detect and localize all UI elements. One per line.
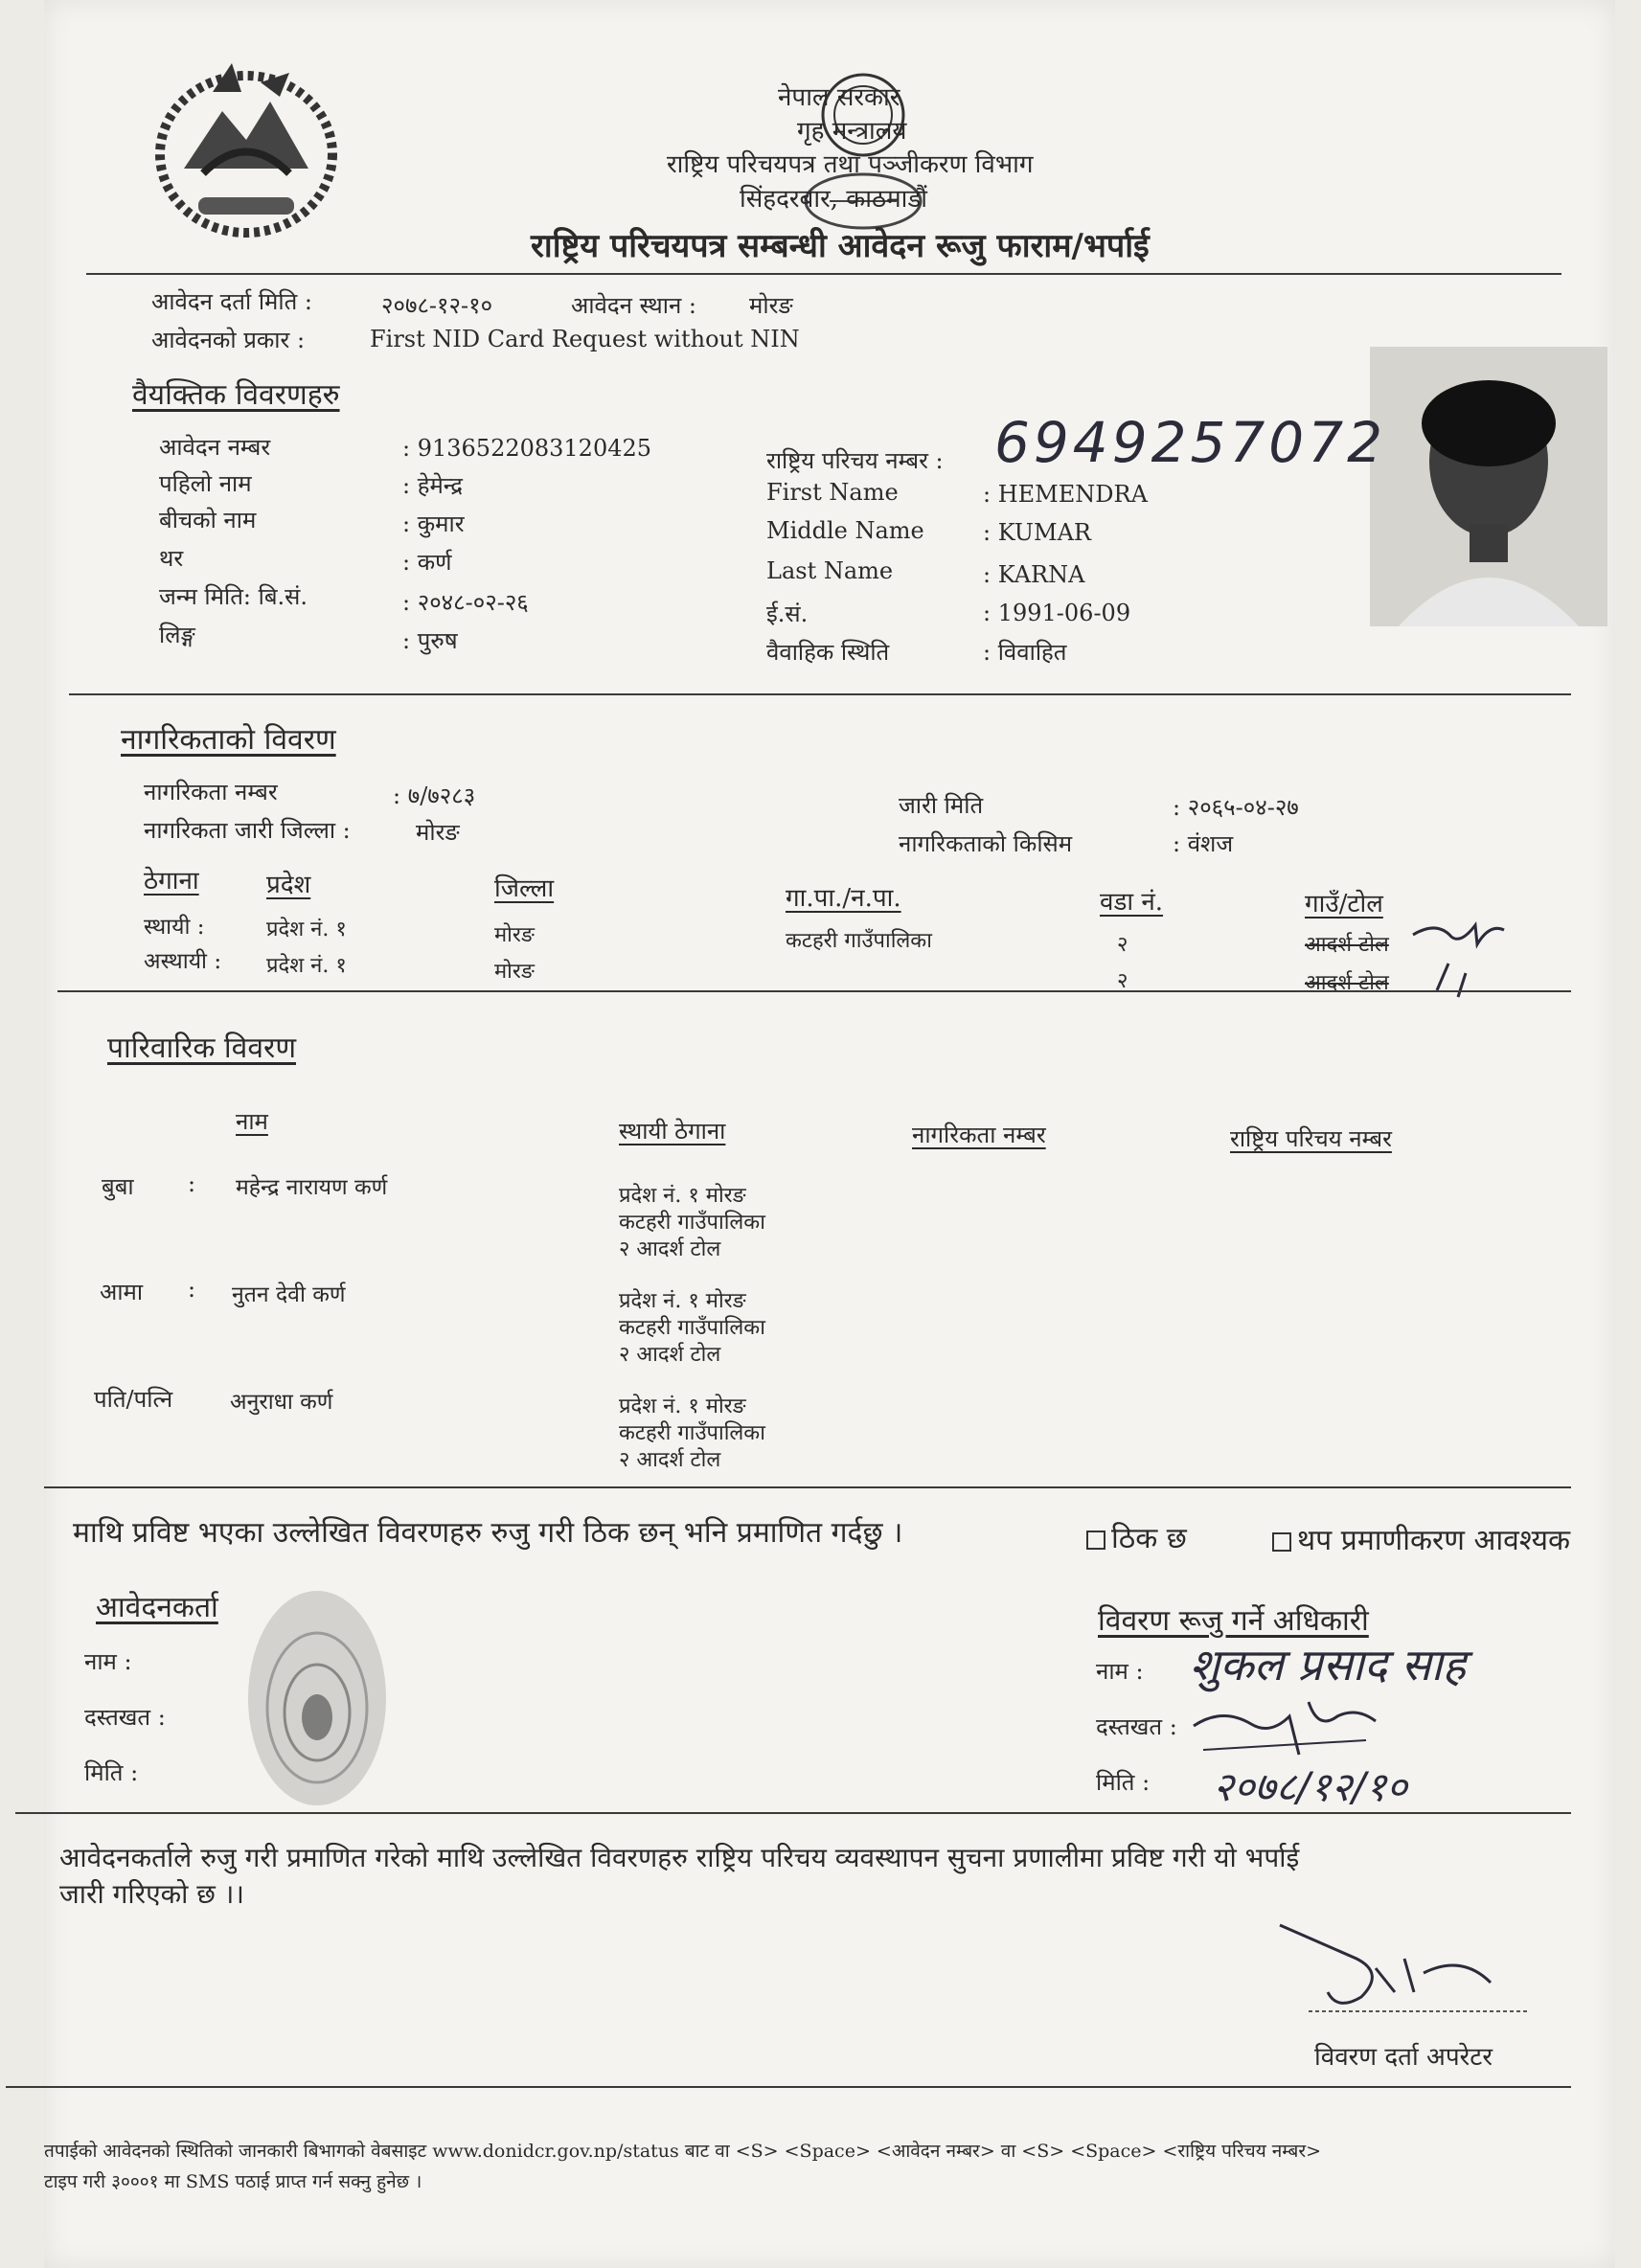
family-addr3-father: २ आदर्श टोल [619, 1237, 721, 1261]
type: First NID Card Request without NIN [370, 326, 800, 352]
family-header-name: नाम [236, 1108, 268, 1135]
addr-header-address: ठेगाना [144, 867, 199, 896]
value-dob-ad: : 1991-06-09 [983, 600, 1131, 626]
label-application-number: आवेदन नम्बर [159, 434, 271, 461]
value-application-number: : 9136522083120425 [402, 435, 652, 462]
officer-name-label: नाम : [1096, 1658, 1144, 1685]
value-middle-name-en: : KUMAR [983, 519, 1091, 546]
header-location: सिंहदरबार, काठमाडौं [740, 185, 928, 214]
family-addr2-mother: कटहरी गाउँपालिका [619, 1316, 765, 1340]
addr-perm-type: स्थायी : [144, 915, 205, 940]
label-middle-name-en: Middle Name [766, 517, 924, 544]
family-relation-spouse: पति/पत्नि [94, 1386, 173, 1413]
label-gender: लिङ्ग [159, 622, 195, 648]
citizenship-number: : ७/७२८३ [393, 782, 476, 809]
value-dob-bs: : २०४८-०२-२६ [402, 589, 529, 616]
family-name-spouse: अनुराधा कर्ण [230, 1390, 333, 1415]
page-title: राष्ट्रिय परिचयपत्र सम्बन्धी आवेदन रूजु फाराम/भर्पाई [531, 227, 1150, 265]
family-addr1-spouse: प्रदेश नं. १ मोरङ [619, 1395, 746, 1418]
citizenship-district: मोरङ [416, 819, 460, 846]
citizenship-kind: : वंशज [1173, 830, 1234, 857]
issued-text-2: जारी गरिएको छ ।। [59, 1878, 244, 1910]
verify-rule [15, 1812, 1571, 1814]
addr-header-district: जिल्ला [494, 874, 555, 903]
family-addr1-mother: प्रदेश नं. १ मोरङ [619, 1289, 746, 1313]
family-sep-father: : [188, 1170, 196, 1197]
addr-header-province: प्रदेश [266, 871, 311, 899]
nid-handwritten: 6949257072 [994, 410, 1387, 475]
label-surname-np: थर [159, 545, 184, 572]
applicant-sign-label: दस्तखत : [84, 1704, 166, 1731]
addr-temp-province: प्रदेश नं. १ [266, 954, 347, 978]
applicant-heading: आवेदनकर्ता [96, 1591, 218, 1624]
family-heading: पारिवारिक विवरण [107, 1032, 297, 1065]
citizenship-kind-label: नागरिकताको किसिम [899, 830, 1073, 857]
label-first-name-np: पहिलो नाम [159, 470, 252, 497]
label-first-name-en: First Name [766, 479, 899, 506]
officer-date-handwritten: २०७८/१२/१० [1213, 1763, 1408, 1810]
label-marital-status: वैवाहिक स्थिति [766, 639, 890, 666]
family-name-father: महेन्द्र नारायण कर्ण [236, 1175, 388, 1200]
family-header-address: स्थायी ठेगाना [619, 1118, 726, 1145]
value-middle-name-np: : कुमार [402, 510, 465, 537]
applicant-name-label: नाम : [84, 1648, 132, 1675]
verify-option-ok[interactable] [1086, 1517, 1187, 1556]
nepal-emblem-icon [146, 54, 347, 245]
family-name-mother: नुतन देवी कर्ण [232, 1282, 346, 1307]
addr-temp-ward: २ [1117, 969, 1128, 993]
place: मोरङ [749, 292, 793, 319]
title-rule [86, 273, 1561, 275]
officer-name-handwritten: शुकल प्रसाद साह [1190, 1639, 1467, 1690]
officer-sign-label: दस्तखत : [1096, 1713, 1177, 1740]
header-department: राष्ट्रिय परिचयपत्र तथा पञ्जीकरण विभाग [667, 150, 1034, 179]
form-sheet [44, 0, 1615, 2268]
more-verification-checkbox[interactable] [1272, 1532, 1291, 1552]
addr-perm-tole: आदर्श टोल [1305, 933, 1389, 957]
footer-line-2: टाइप गरी ३०००१ मा SMS पठाई प्राप्त गर्न सक्नु हुनेछ । [44, 2171, 422, 2192]
person-photo-icon [1370, 347, 1607, 626]
family-header-citizenship: नागरिकता नम्बर [912, 1122, 1046, 1148]
addr-temp-type: अस्थायी : [144, 949, 222, 974]
addr-perm-municipality: कटहरी गाउँपालिका [786, 929, 932, 953]
nid-label: राष्ट्रिय परिचय नम्बर : [766, 447, 944, 474]
addr-perm-district: मोरङ [494, 923, 535, 947]
operator-signature-icon [1270, 1916, 1538, 2021]
family-addr2-spouse: कटहरी गाउँपालिका [619, 1421, 765, 1445]
citizenship-heading: नागरिकताको विवरण [121, 723, 336, 757]
addr-perm-province: प्रदेश नं. १ [266, 918, 347, 941]
applicant-photo [1370, 347, 1607, 626]
label-dob-bs: जन्म मिति: बि.सं. [159, 583, 308, 610]
reg-date: २०७८-१२-१० [381, 292, 493, 319]
header-government: नेपाल सरकार [778, 83, 900, 112]
issued-rule [6, 2086, 1571, 2088]
family-addr3-spouse: २ आदर्श टोल [619, 1448, 721, 1472]
addr-header-tole: गाउँ/टोल [1305, 890, 1383, 919]
value-first-name-np: : हेमेन्द्र [402, 472, 463, 499]
family-addr2-father: कटहरी गाउँपालिका [619, 1211, 765, 1235]
family-header-nid: राष्ट्रिय परिचय नम्बर [1230, 1125, 1392, 1152]
value-last-name-en: : KARNA [983, 561, 1085, 588]
ok-checkbox[interactable] [1086, 1531, 1105, 1550]
issue-date-label: जारी मिति [899, 792, 984, 819]
addr-perm-ward: २ [1117, 933, 1128, 957]
value-first-name-en: : HEMENDRA [983, 481, 1148, 508]
label-last-name-en: Last Name [766, 557, 894, 584]
family-relation-mother: आमा [100, 1279, 144, 1305]
verify-statement: माथि प्रविष्ट भएका उल्लेखित विवरणहरु रुजु गरी ठिक छन् भनि प्रमाणित गर्दछु । [73, 1516, 903, 1550]
header-ministry: गृह मन्त्रालय [797, 117, 907, 146]
verify-option-more[interactable] [1272, 1519, 1570, 1558]
place-label: आवेदन स्थान : [571, 292, 697, 319]
footer-line-1: तपाईको आवेदनको स्थितिको जानकारी बिभागको वेबसाइट www.donidcr.gov.np/status बाट वा <S> <Space> <आवेदन नम्बर> वा <S> <Space> <राष्ट्रिय परिचय नम्बर> [44, 2141, 1322, 2162]
value-marital-status: : विवाहित [983, 639, 1067, 666]
handwritten-correction-icon [1408, 916, 1514, 1002]
addr-temp-tole: आदर्श टोल [1305, 971, 1389, 995]
type-label: आवेदनको प्रकार : [151, 327, 306, 353]
family-sep-mother: : [188, 1276, 196, 1303]
addr-header-ward: वडा नं. [1100, 888, 1164, 917]
value-gender: : पुरुष [402, 627, 458, 654]
ok-label: ठिक छ [1111, 1522, 1187, 1555]
family-addr3-mother: २ आदर्श टोल [619, 1343, 721, 1367]
thumbprint-icon [236, 1578, 399, 1818]
personal-heading: वैयक्तिक विवरणहरु [132, 378, 340, 412]
citizenship-number-label: नागरिकता नम्बर [144, 779, 278, 805]
label-middle-name-np: बीचको नाम [159, 507, 257, 533]
issue-date: : २०६५-०४-२७ [1173, 794, 1299, 821]
addr-temp-district: मोरङ [494, 960, 535, 984]
officer-signature-icon [1184, 1688, 1395, 1764]
reg-date-label: आवेदन दर्ता मिति : [151, 288, 313, 315]
more-verification-label: थप प्रमाणीकरण आवश्यक [1297, 1524, 1571, 1557]
issued-text-1: आवेदनकर्ताले रुजु गरी प्रमाणित गरेको माथि उल्लेखित विवरणहरु राष्ट्रिय परिचय व्यवस्थापन सुचना प्रणालीमा प्रविष्ट गरी यो भर्पाई [59, 1842, 1300, 1873]
addr-header-municipality: गा.पा./न.पा. [786, 884, 901, 913]
family-addr1-father: प्रदेश नं. १ मोरङ [619, 1184, 746, 1208]
citizenship-district-label: नागरिकता जारी जिल्ला : [144, 817, 351, 844]
applicant-date-label: मिति : [84, 1759, 139, 1786]
operator-label: विवरण दर्ता अपरेटर [1314, 2043, 1493, 2072]
family-relation-father: बुबा [102, 1173, 134, 1200]
officer-heading: विवरण रूजु गर्ने अधिकारी [1098, 1604, 1369, 1638]
personal-rule [69, 693, 1571, 695]
family-rule [44, 1486, 1571, 1488]
value-surname-np: : कर्ण [402, 549, 452, 576]
citizenship-rule [57, 990, 1571, 992]
officer-date-label: मिति : [1096, 1769, 1151, 1796]
label-dob-ad: ई.सं. [766, 601, 809, 627]
